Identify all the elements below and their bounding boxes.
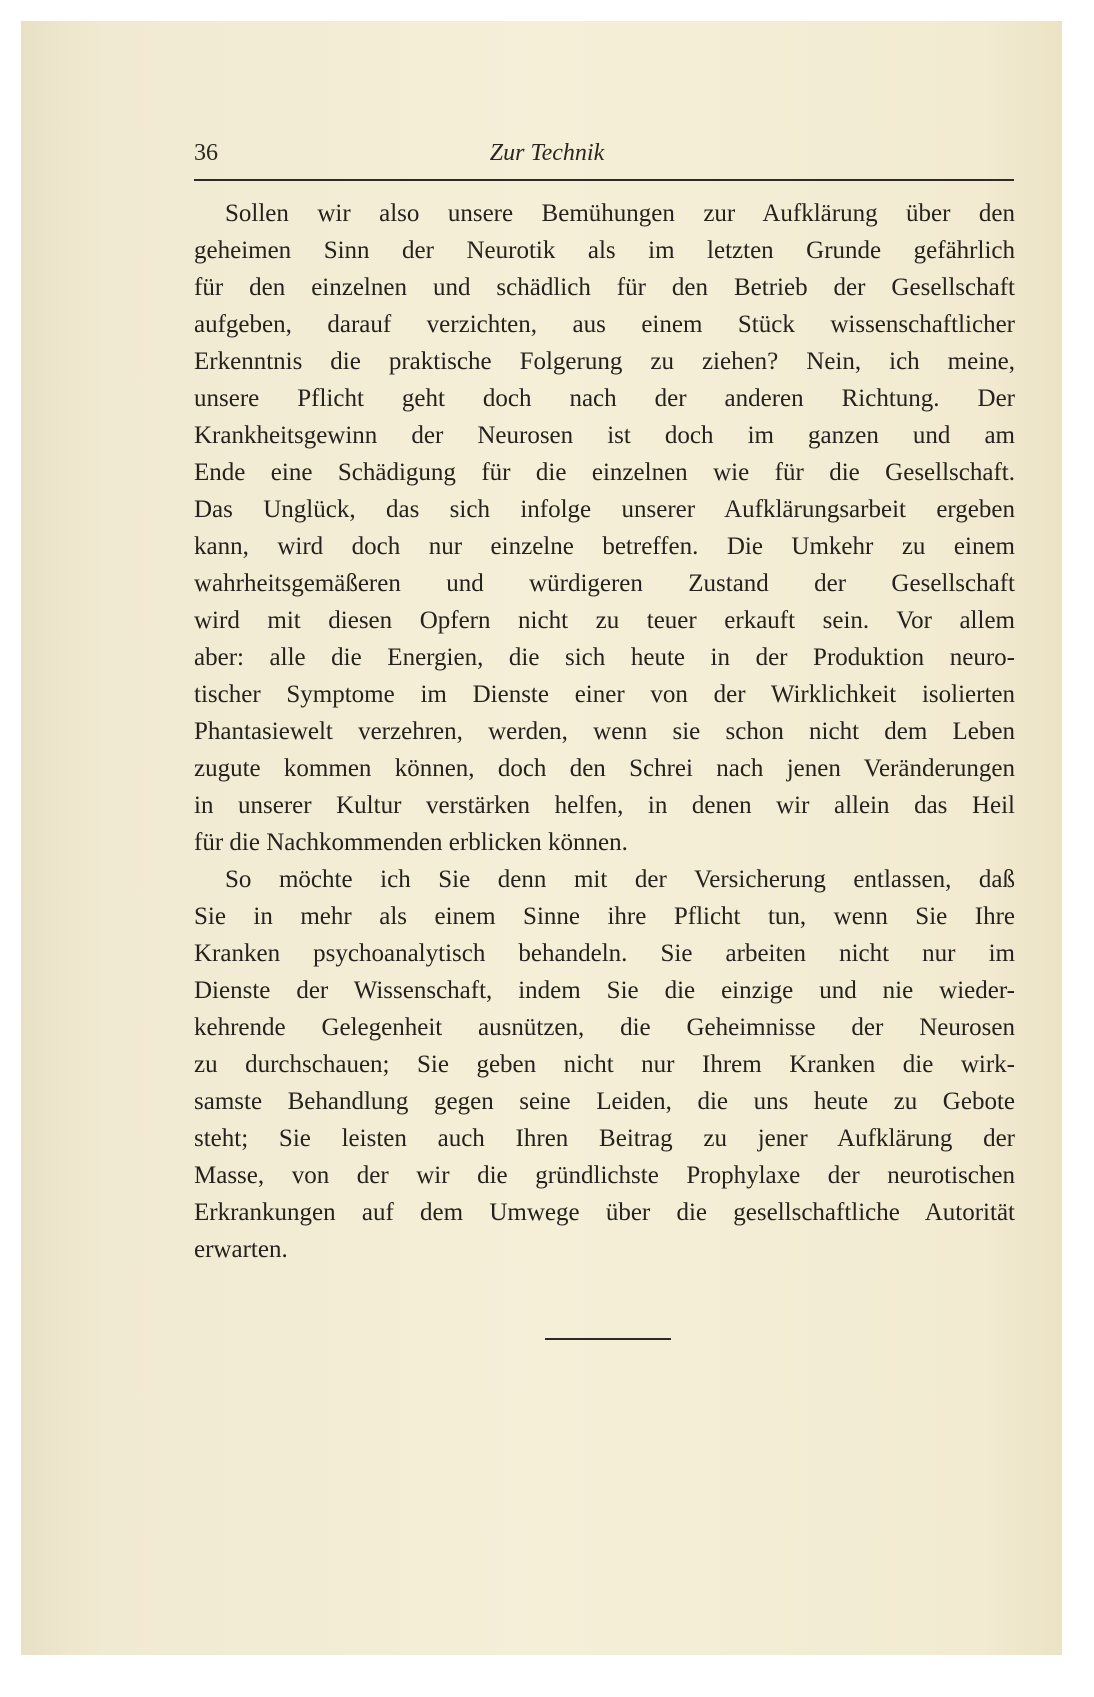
text-line: Sie in mehr als einem Sinne ihre Pflicht tun, wenn Sie Ihre xyxy=(194,903,1015,930)
header-rule xyxy=(194,179,1014,181)
text-line: erwarten. xyxy=(194,1236,288,1263)
text-line: steht; Sie leisten auch Ihren Beitrag zu jener Aufklärung der xyxy=(194,1125,1015,1152)
text-line: für die Nachkommenden erblicken können. xyxy=(194,829,628,856)
text-line: wird mit diesen Opfern nicht zu teuer erkauft sein. Vor allem xyxy=(194,607,1015,634)
text-line: Krankheitsgewinn der Neurosen ist doch im ganzen und am xyxy=(194,422,1015,449)
text-line: kehrende Gelegenheit ausnützen, die Geheimnisse der Neurosen xyxy=(194,1014,1015,1041)
text-line: Masse, von der wir die gründlichste Prophylaxe der neurotischen xyxy=(194,1162,1015,1189)
text-line: aber: alle die Energien, die sich heute in der Produktion neuro- xyxy=(194,644,1015,671)
text-line: Dienste der Wissenschaft, indem Sie die einzige und nie wieder- xyxy=(194,977,1015,1004)
text-line: Kranken psychoanalytisch behandeln. Sie arbeiten nicht nur im xyxy=(194,940,1015,967)
text-line: Ende eine Schädigung für die einzelnen wie für die Gesellschaft. xyxy=(194,459,1015,486)
text-line: Erkenntnis die praktische Folgerung zu ziehen? Nein, ich meine, xyxy=(194,348,1015,375)
text-line: zu durchschauen; Sie geben nicht nur Ihrem Kranken die wirk- xyxy=(194,1051,1015,1078)
page-number: 36 xyxy=(194,140,218,166)
text-line: aufgeben, darauf verzichten, aus einem Stück wissenschaftlicher xyxy=(194,311,1015,338)
text-line: Erkrankungen auf dem Umwege über die gesellschaftliche Autorität xyxy=(194,1199,1015,1226)
text-line: Phantasiewelt verzehren, werden, wenn sie schon nicht dem Leben xyxy=(194,718,1015,745)
body-text xyxy=(194,195,1015,1268)
text-line: unsere Pflicht geht doch nach der anderen Richtung. Der xyxy=(194,385,1015,412)
text-line: samste Behandlung gegen seine Leiden, die uns heute zu Gebote xyxy=(194,1088,1015,1115)
text-line: tischer Symptome im Dienste einer von der Wirklichkeit isolierten xyxy=(194,681,1015,708)
text-line: Das Unglück, das sich infolge unserer Aufklärungsarbeit ergeben xyxy=(194,496,1015,523)
end-ornament-rule xyxy=(545,1338,671,1340)
text-line: für den einzelnen und schädlich für den Betrieb der Gesellschaft xyxy=(194,274,1015,301)
text-line: zugute kommen können, doch den Schrei nach jenen Veränderungen xyxy=(194,755,1015,782)
text-line: geheimen Sinn der Neurotik als im letzten Grunde gefährlich xyxy=(194,237,1015,264)
text-line: wahrheitsgemäßeren und würdigeren Zustand der Gesellschaft xyxy=(194,570,1015,597)
text-line: kann, wird doch nur einzelne betreffen. Die Umkehr zu einem xyxy=(194,533,1015,560)
text-line: So möchte ich Sie denn mit der Versicherung entlassen, daß xyxy=(225,866,1015,893)
text-line: Sollen wir also unsere Bemühungen zur Aufklärung über den xyxy=(225,200,1015,227)
running-head: Zur Technik xyxy=(489,140,605,166)
text-line: in unserer Kultur verstärken helfen, in denen wir allein das Heil xyxy=(194,792,1015,819)
